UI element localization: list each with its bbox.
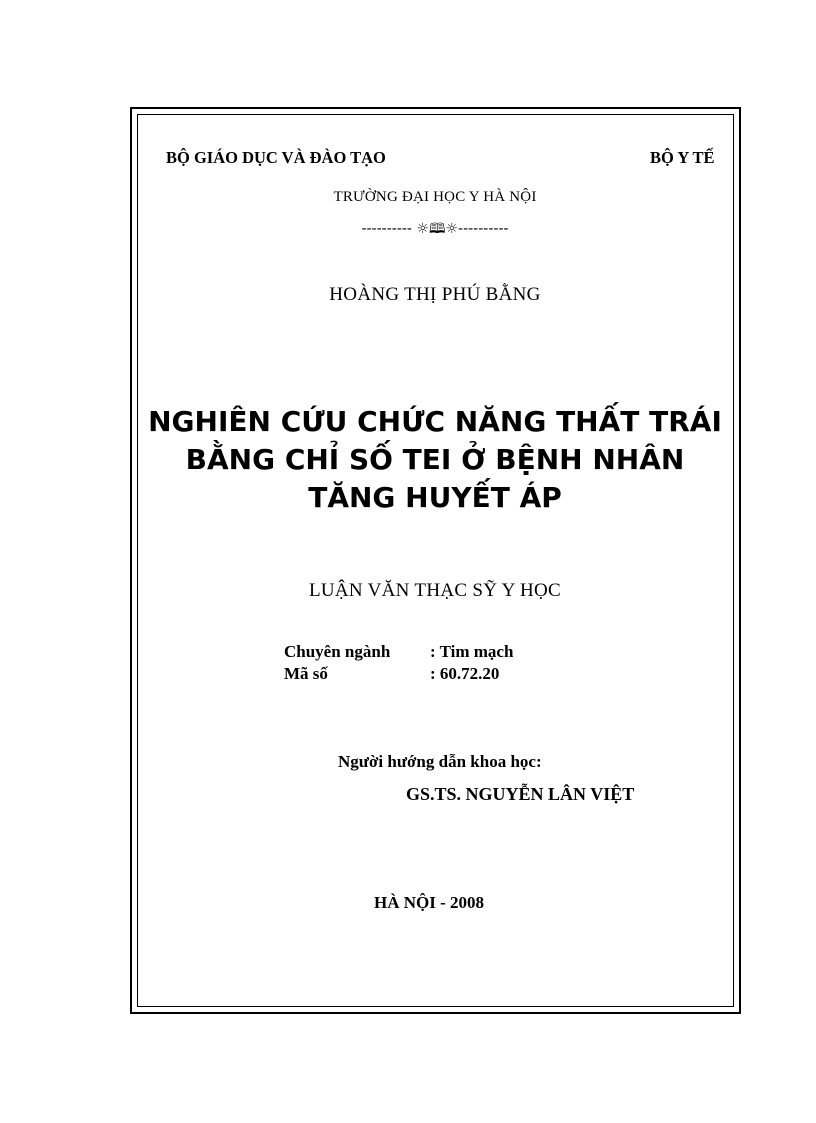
thesis-title — [135, 403, 735, 517]
title-line: NGHIÊN CỨU CHỨC NĂNG THẤT TRÁI — [148, 405, 722, 438]
place-year: HÀ NỘI - 2008 — [374, 893, 485, 912]
advisor-label: Người hướng dẫn khoa học: — [338, 752, 542, 771]
author-name: HOÀNG THỊ PHÚ BẰNG — [329, 284, 541, 305]
code-value: : 60.72.20 — [430, 664, 500, 683]
ministry-left: BỘ GIÁO DỤC VÀ ĐÀO TẠO — [166, 148, 386, 167]
cover-inner-border — [137, 114, 734, 1007]
cover-border — [130, 107, 741, 1014]
title-line: TĂNG HUYẾT ÁP — [308, 481, 562, 514]
book-ornament-divider: ---------- ☼🕮☼---------- — [361, 221, 509, 237]
degree-type: LUẬN VĂN THẠC SỸ Y HỌC — [308, 580, 562, 601]
code-label: Mã số — [284, 664, 328, 683]
ministry-right: BỘ Y TẾ — [650, 148, 715, 167]
title-line: BẰNG CHỈ SỐ TEI Ở BỆNH NHÂN — [185, 443, 685, 476]
specialty-value: : Tim mạch — [430, 642, 514, 661]
university-name: TRƯỜNG ĐẠI HỌC Y HÀ NỘI — [333, 189, 537, 205]
specialty-label: Chuyên ngành — [284, 642, 391, 661]
advisor-name: GS.TS. NGUYỄN LÂN VIỆT — [406, 784, 635, 804]
